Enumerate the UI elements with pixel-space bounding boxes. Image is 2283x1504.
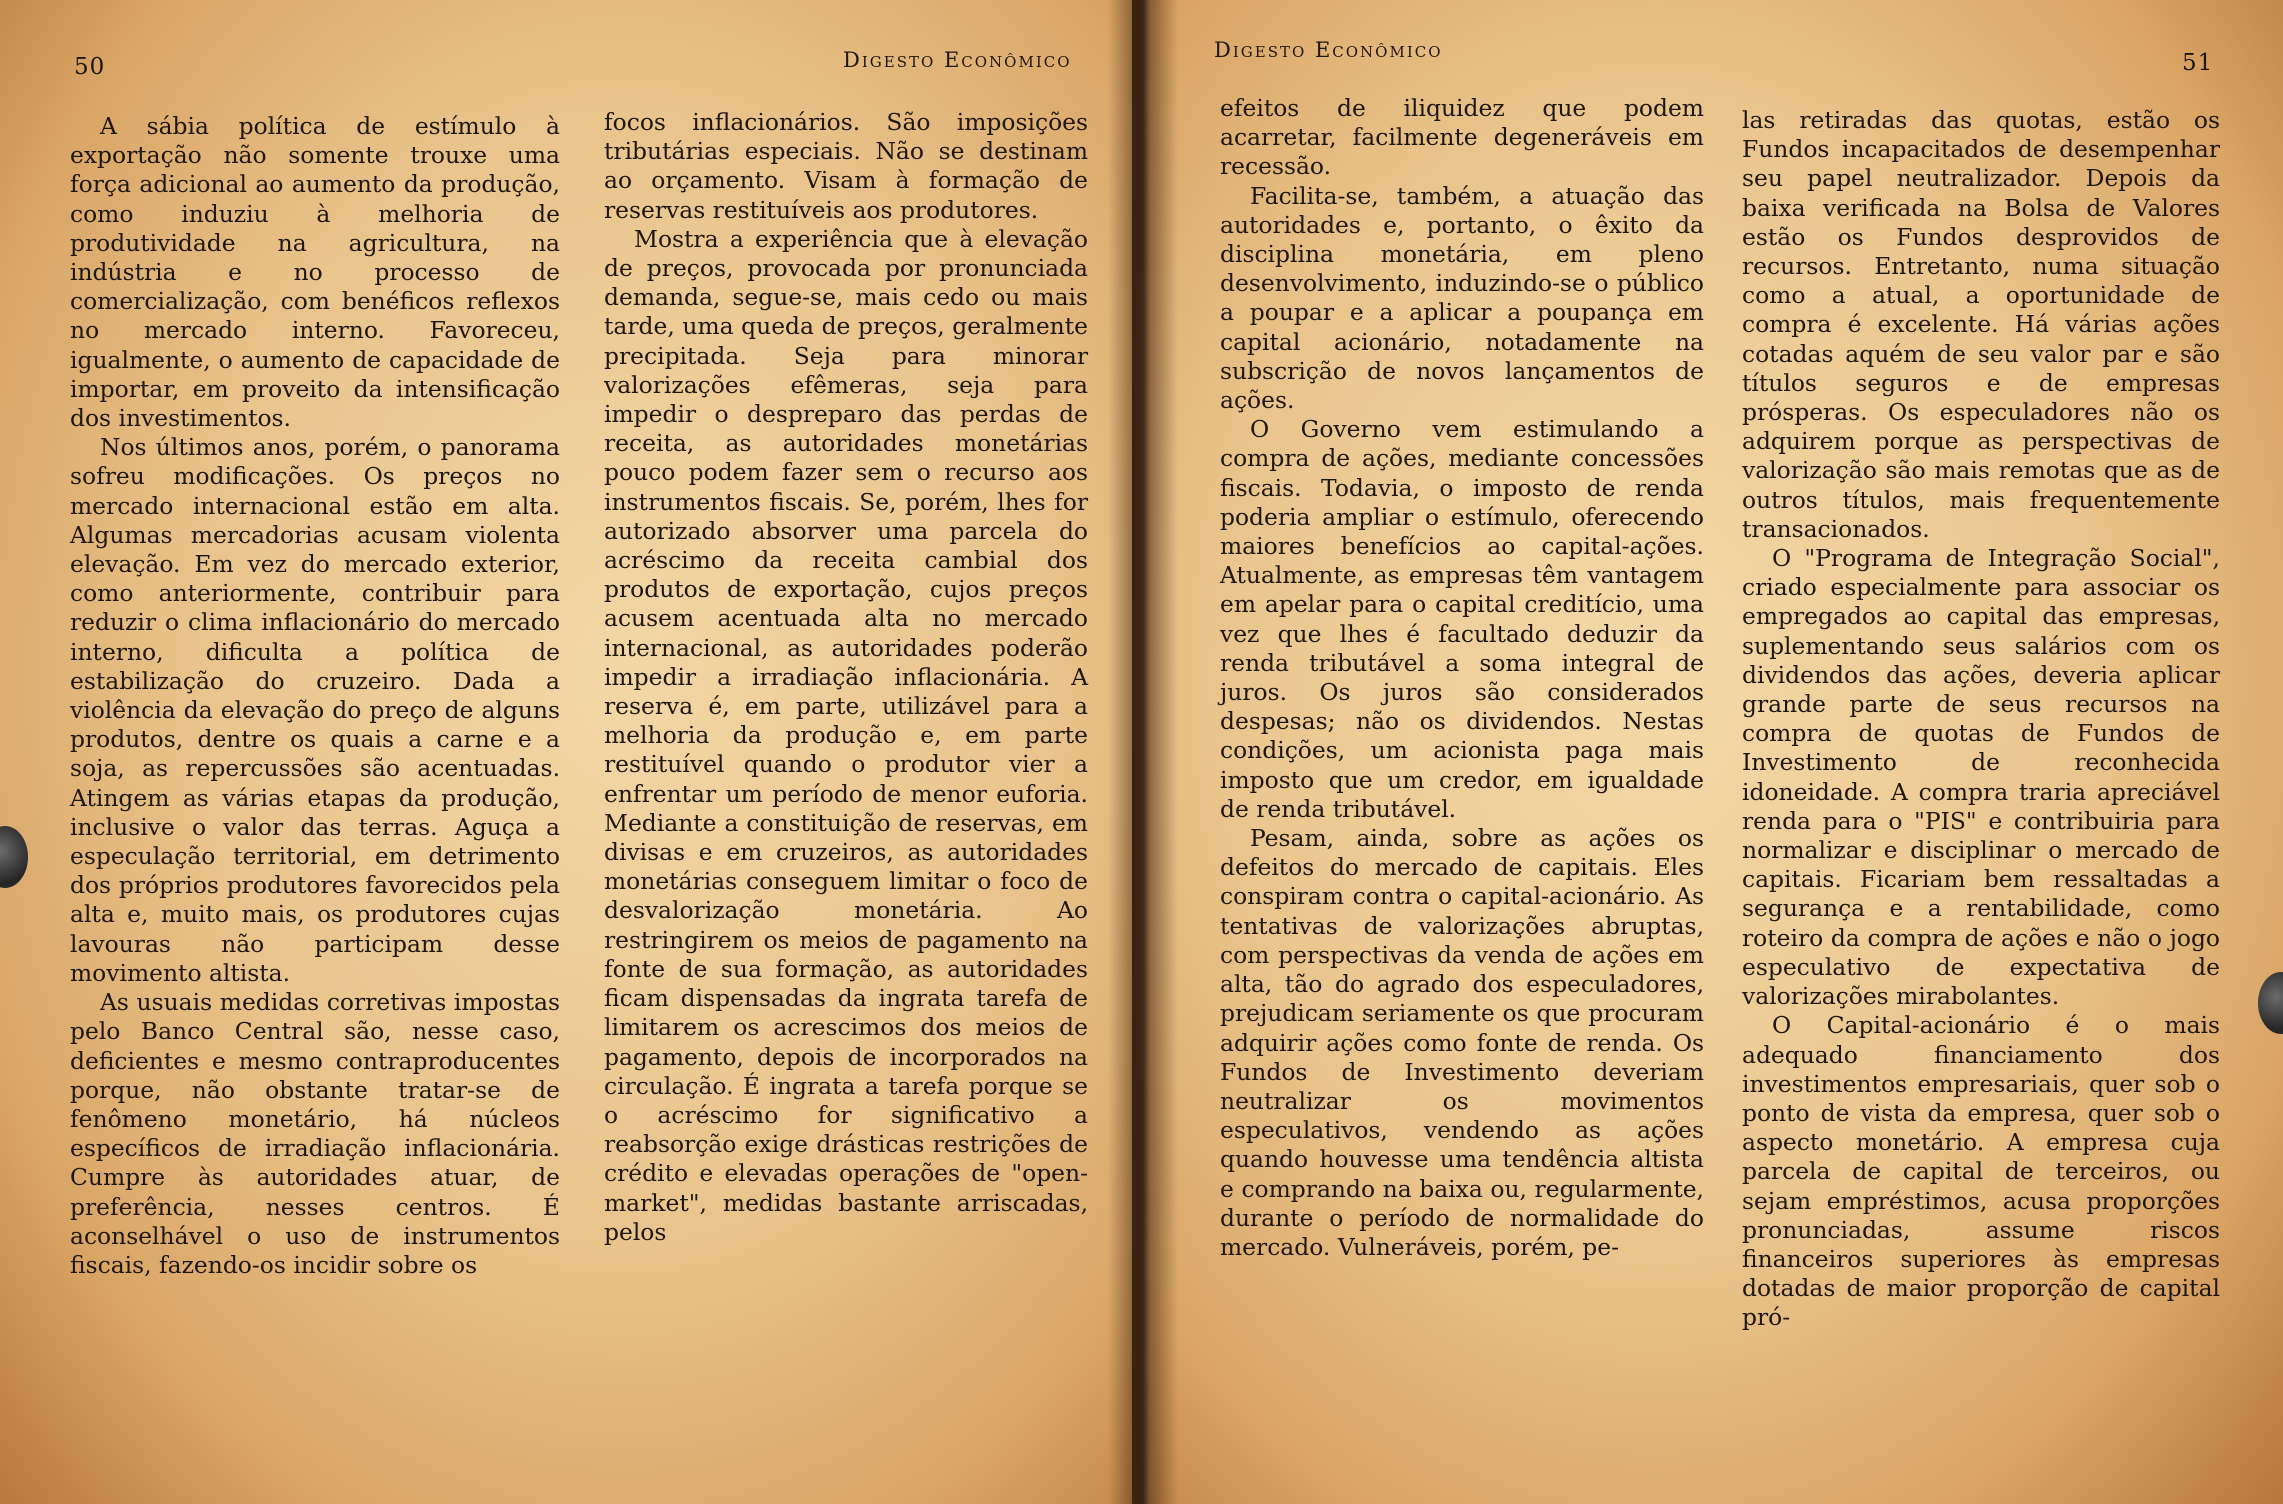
paragraph: O "Programa de Integração Social", criado especialmente para associar os empregados ao capital das empresas, suplementando seus salários com os dividendos das ações, deveria aplicar grande parte de seus recursos na compra de quotas de Fundos de Investimento de reconhecida idoneidade. A compra traria apreciável renda para o "PIS" e contribuiria para normalizar e disciplinar o mercado de capitais. Ficariam bem ressaltadas a segurança e a rentabilidade, como roteiro da compra de ações e não o jogo especulativo de expectativa de valorizações mirabolantes.	[1742, 544, 2220, 1011]
paragraph: A sábia política de estímulo à exportação não somente trouxe uma força adicional ao aumento da produção, como induziu à melhoria de produtividade na agricultura, na indústria e no processo de comercialização, com benéficos reflexos no mercado interno. Favoreceu, igualmente, o aumento de capacidade de importar, em proveito da intensificação dos investimentos.	[70, 112, 560, 433]
left-column-2	[604, 108, 1088, 1247]
right-column-2	[1742, 106, 2220, 1333]
book-gutter	[1108, 0, 1178, 1504]
binding-hole	[0, 826, 28, 888]
paragraph: focos inflacionários. São imposições tributárias especiais. Não se destinam ao orçamento. Visam à formação de reservas restituíveis aos produtores.	[604, 108, 1088, 224]
paragraph: efeitos de iliquidez que podem acarretar, facilmente degeneráveis em recessão.	[1220, 94, 1704, 181]
left-page	[0, 0, 1132, 1504]
paragraph: O Governo vem estimulando a compra de ações, mediante concessões fiscais. Todavia, o imposto de renda poderia ampliar o estímulo, oferecendo maiores benefícios ao capital-ações. Atualmente, as empresas têm vantagem em apelar para o capital creditício, uma vez que lhes é facultado deduzir da renda tributável a soma integral de juros. Os juros são considerados despesas; não os dividendos. Nestas condições, um acionista paga mais imposto que um credor, em igualdade de renda tributável.	[1220, 415, 1704, 823]
paragraph: Mostra a experiência que à elevação de preços, provocada por pronunciada demanda, segue-se, mais cedo ou mais tarde, uma queda de preços, geralmente precipitada. Seja para minorar valorizações efêmeras, seja para impedir o despreparo das perdas de receita, as autoridades monetárias pouco podem fazer sem o recurso aos instrumentos fiscais. Se, porém, lhes for autorizado absorver uma parcela do acréscimo da receita cambial dos produtos de exportação, cujos preços acusem acentuada alta no mercado internacional, as autoridades poderão impedir a irradiação inflacionária. A reserva é, em parte, utilizável para a melhoria da produção e, em parte restituível quando o produtor vier a enfrentar um período de menor euforia. Mediante a constituição de reservas, em divisas e em cruzeiros, as autoridades monetárias conseguem limitar o foco de desvalorização monetária. Ao restringirem os meios de pagamento na fonte de sua formação, as autoridades ficam dispensadas da ingrata tarefa de limitarem os acrescimos dos meios de pagamento, depois de incorporados na circulação. É ingrata a tarefa porque se o acréscimo for significativo a reabsorção exige drásticas restrições de crédito e elevadas operações de "open-market", medidas bastante arriscadas, pelos	[604, 224, 1088, 1246]
binding-hole	[2258, 972, 2283, 1034]
right-page	[1142, 0, 2283, 1504]
running-head: Digesto Econômico	[1214, 38, 1443, 62]
paragraph: las retiradas das quotas, estão os Fundos incapacitados de desempenhar seu papel neutralizador. Depois da baixa verificada na Bolsa de Valores estão os Fundos desprovidos de recursos. Entretanto, numa situação como a atual, a oportunidade de compra é excelente. Há várias ações cotadas aquém de seu valor par e são títulos seguros e de empresas prósperas. Os especuladores não os adquirem porque as perspectivas de valorização são mais remotas que as de outros títulos, mais frequentemente transacionados.	[1742, 106, 2220, 543]
paragraph: O Capital-acionário é o mais adequado financiamento dos investimentos empresariais, quer sob o ponto de vista da empresa, quer sob o aspecto monetário. A empresa cuja parcela de capital de terceiros, ou sejam empréstimos, acusa proporções pronunciadas, assume riscos financeiros superiores às empresas dotadas de maior proporção de capital pró-	[1742, 1011, 2220, 1332]
page-number: 51	[2182, 50, 2214, 76]
paragraph: Pesam, ainda, sobre as ações os defeitos do mercado de capitais. Eles conspiram contra o capital-acionário. As tentativas de valorizações abruptas, com perspectivas da venda de ações em alta, tão do agrado dos especuladores, prejudicam seriamente os que procuram adquirir ações como fonte de renda. Os Fundos de Investimento deveriam neutralizar os movimentos especulativos, vendendo as ações quando houvesse uma tendência altista e comprando na baixa ou, regularmente, durante o período de normalidade do mercado. Vulneráveis, porém, pe-	[1220, 824, 1704, 1261]
paragraph: Facilita-se, também, a atuação das autoridades e, portanto, o êxito da disciplina monetária, em pleno desenvolvimento, induzindo-se o público a poupar e a aplicar a poupança em capital acionário, notadamente na subscrição de novos lançamentos de ações.	[1220, 181, 1704, 415]
paragraph: Nos últimos anos, porém, o panorama sofreu modificações. Os preços no mercado internacional estão em alta. Algumas mercadorias acusam violenta elevação. Em vez do mercado exterior, como anteriormente, contribuir para reduzir o clima inflacionário do mercado interno, dificulta a política de estabilização do cruzeiro. Dada a violência da elevação do preço de alguns produtos, dentre os quais a carne e a soja, as repercussões são acentuadas. Atingem as várias etapas da produção, inclusive o valor das terras. Aguça a especulação territorial, em detrimento dos próprios produtores favorecidos pela alta e, muito mais, os produtores cujas lavouras não participam desse movimento altista.	[70, 433, 560, 987]
page-number: 50	[74, 54, 106, 80]
right-column-1	[1220, 94, 1704, 1262]
running-head: Digesto Econômico	[843, 48, 1072, 72]
paragraph: As usuais medidas corretivas impostas pelo Banco Central são, nesse caso, deficientes e mesmo contraproducentes porque, não obstante tratar-se de fenômeno monetário, há núcleos específicos de irradiação inflacionária. Cumpre às autoridades atuar, de preferência, nesses centros. É aconselhável o uso de instrumentos fiscais, fazendo-os incidir sobre os	[70, 988, 560, 1279]
left-column-1	[70, 112, 560, 1280]
